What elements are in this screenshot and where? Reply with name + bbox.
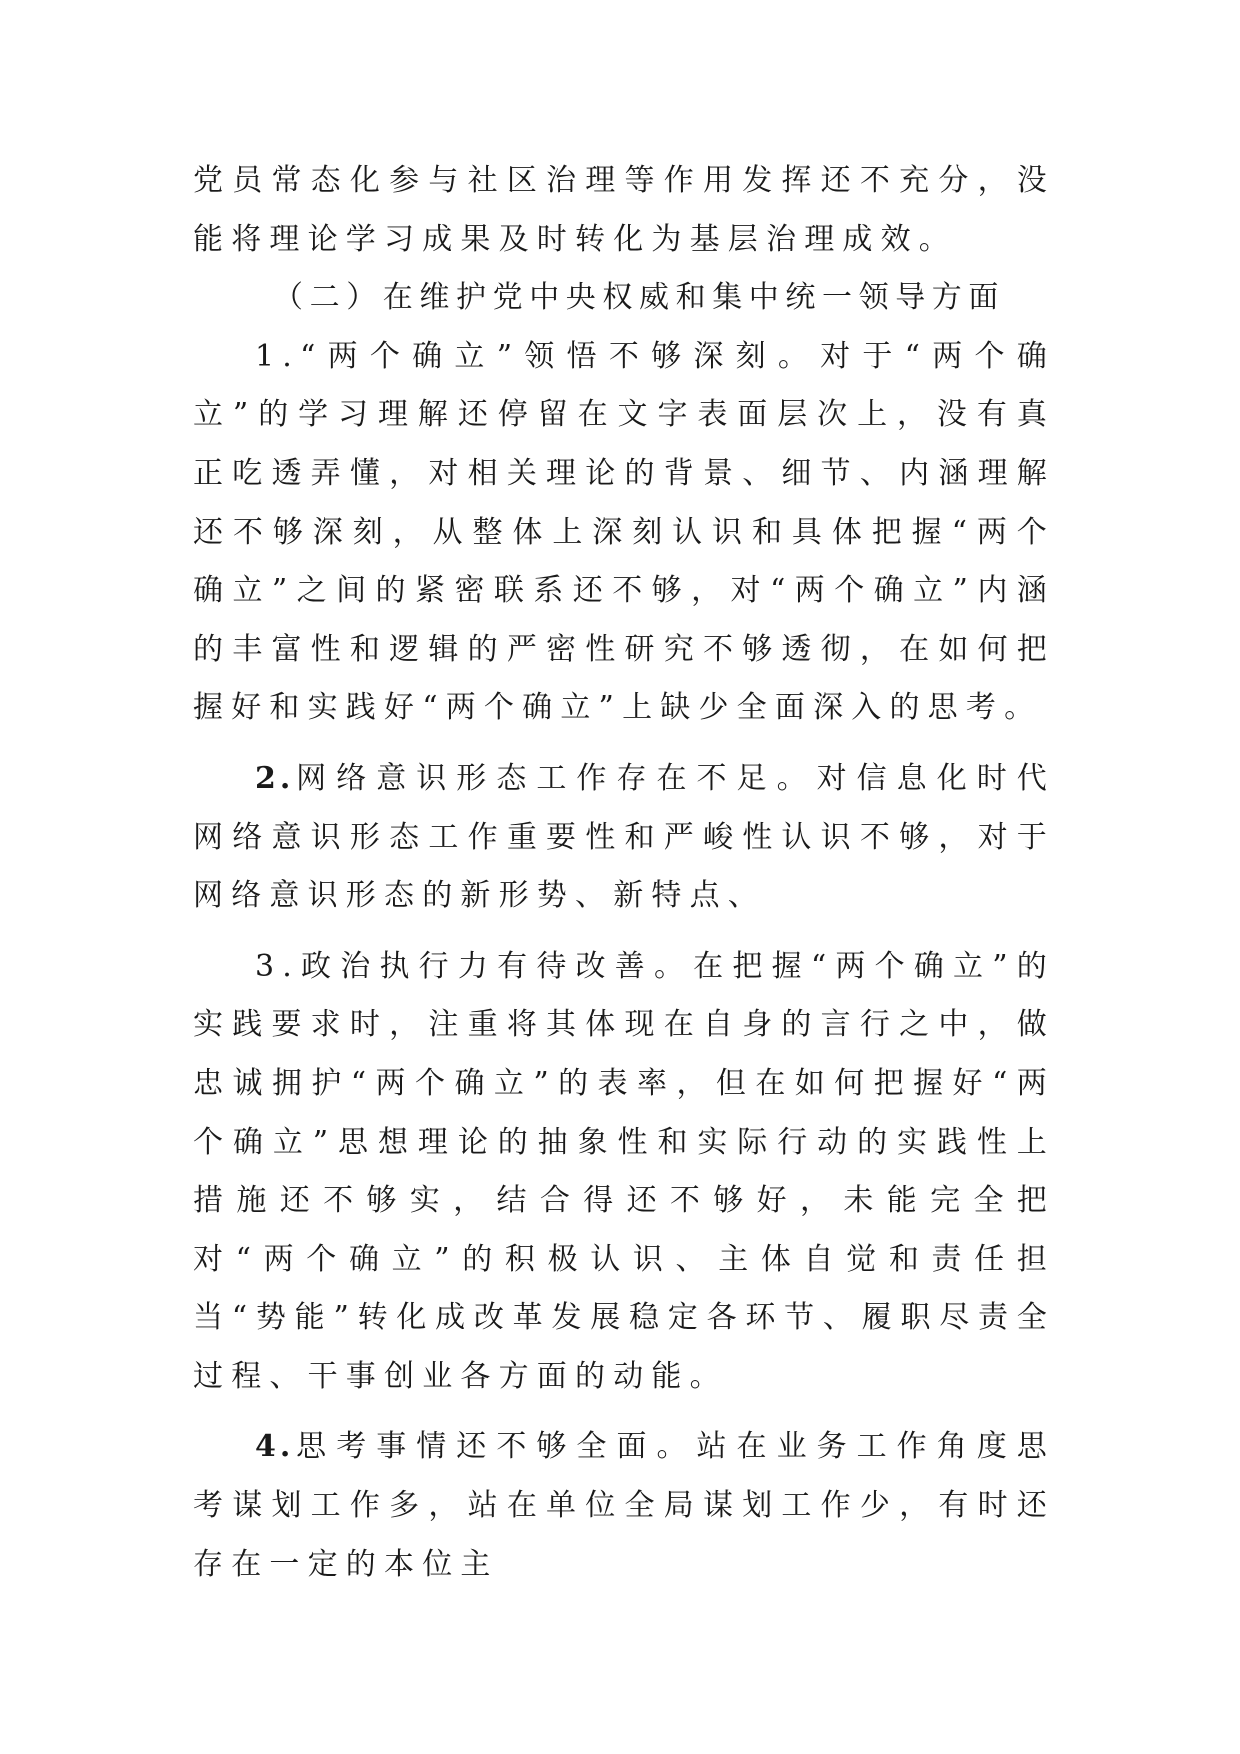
item-text: “两个确立”领悟不够深刻。对于“两个确立”的学习理解还停留在文字表面层次上，没有真正吃透弄懂，对相关理论的背景、细节、内涵理解还不够深刻，从整体上深刻认识和具体把握“两个确立”之间的紧密联系还不够，对“两个确立”内涵的丰富性和逻辑的严密性研究不够透彻，在如何把握好和实践好“两个确立”上缺少全面深入的思考。 xyxy=(193,338,1055,726)
item-number: 3. xyxy=(255,948,301,984)
item-text: 网络意识形态工作存在不足。对信息化时代网络意识形态工作重要性和严峻性认识不够，对于网络意识形态的新形势、新特点、 xyxy=(193,760,1055,914)
list-item-1 xyxy=(193,328,1055,738)
item-text: 政治执行力有待改善。在把握“两个确立”的实践要求时，注重将其体现在自身的言行之中，做忠诚拥护“两个确立”的表率，但在如何把握好“两个确立”思想理论的抽象性和实际行动的实践性上措施还不够实，结合得还不够好，未能完全把对“两个确立”的积极认识、主体自觉和责任担当“势能”转化成改革发展稳定各环节、履职尽责全过程、干事创业各方面的动能。 xyxy=(193,948,1055,1394)
item-text: 思考事情还不够全面。站在业务工作角度思考谋划工作多，站在单位全局谋划工作少，有时还存在一定的本位主 xyxy=(193,1429,1055,1582)
item-number: 2. xyxy=(255,760,295,796)
item-number: 4. xyxy=(255,1429,295,1465)
list-item-4 xyxy=(193,1418,1055,1594)
paragraph-continuation: 党员常态化参与社区治理等作用发挥还不充分，没能将理论学习成果及时转化为基层治理成效。 xyxy=(193,163,1055,257)
section-heading: （二）在维护党中央权威和集中统一领导方面 xyxy=(273,280,1005,316)
list-item-3 xyxy=(193,938,1055,1407)
document-body xyxy=(193,152,1055,1594)
list-item-2 xyxy=(193,750,1055,926)
item-number: 1. xyxy=(255,338,301,374)
